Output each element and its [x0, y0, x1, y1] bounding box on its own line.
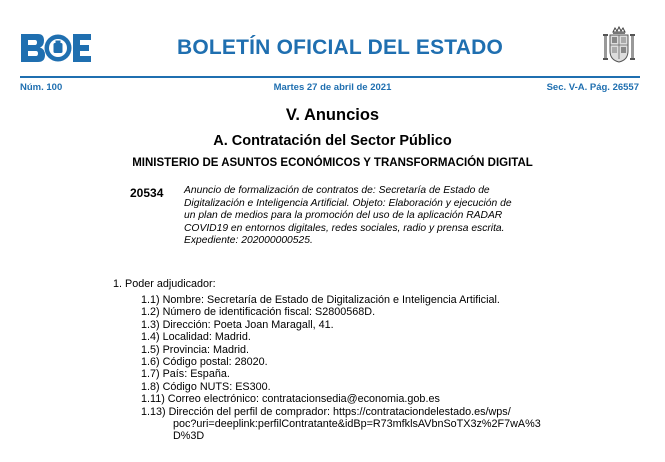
coat-of-arms-icon [601, 25, 637, 65]
list-item: 1.13) Dirección del perfil de comprador: https://contrataciondelestado.es/wps/ [141, 405, 511, 418]
list-item: 1.11) Correo electrónico: contratacionsedia@economia.gob.es [141, 393, 440, 406]
section-heading: 1. Poder adjudicador: [113, 278, 216, 290]
list-item: 1.3) Dirección: Poeta Joan Maragall, 41. [141, 318, 334, 331]
boe-logo [20, 33, 92, 63]
part-heading: V. Anuncios [285, 106, 380, 124]
section-page: Sec. V-A. Pág. 26557 [546, 82, 639, 93]
list-item: D%3D [173, 430, 205, 443]
announcement-number: 20534 [130, 186, 164, 200]
list-item: 1.6) Código postal: 28020. [141, 356, 268, 369]
announcement-summary [184, 185, 552, 248]
announcement-line: COVID19 en entornos digitales, redes sociales, radio y prensa escrita. [184, 222, 505, 234]
subpart-heading: A. Contratación del Sector Público [213, 133, 452, 149]
list-item: 1.4) Localidad: Madrid. [141, 331, 251, 344]
list-item: 1.7) País: España. [141, 368, 230, 381]
issue-date: Martes 27 de abril de 2021 [273, 82, 392, 93]
announcement-line: un plan de medios para la promoción del uso de la aplicación RADAR [184, 210, 503, 221]
list-item: 1.8) Código NUTS: ES300. [141, 380, 271, 393]
announcement-line: Expediente: 202000000525. [184, 235, 313, 246]
list-item: poc?uri=deeplink:perfilContratante&idBp=R73mfklsAVbnSoTX3z%2F7wA%3 [173, 418, 541, 431]
page-title: BOLETÍN OFICIAL DEL ESTADO [176, 36, 504, 59]
list-item: 1.1) Nombre: Secretaría de Estado de Digitalización e Inteligencia Artificial. [141, 294, 500, 306]
ministry-heading: MINISTERIO DE ASUNTOS ECONÓMICOS Y TRANSFORMACIÓN DIGITAL [132, 157, 533, 169]
list-item: 1.5) Provincia: Madrid. [141, 343, 250, 356]
announcement-line: Anuncio de formalización de contratos de: Secretaría de Estado de [184, 185, 490, 196]
issue-number: Núm. 100 [20, 82, 63, 93]
header-divider [20, 76, 640, 78]
announcement-line: Digitalización e Inteligencia Artificial. Objeto: Elaboración y ejecución de [184, 197, 512, 209]
section-items [141, 294, 561, 443]
list-item: 1.2) Número de identificación fiscal: S2800568D. [141, 306, 376, 319]
